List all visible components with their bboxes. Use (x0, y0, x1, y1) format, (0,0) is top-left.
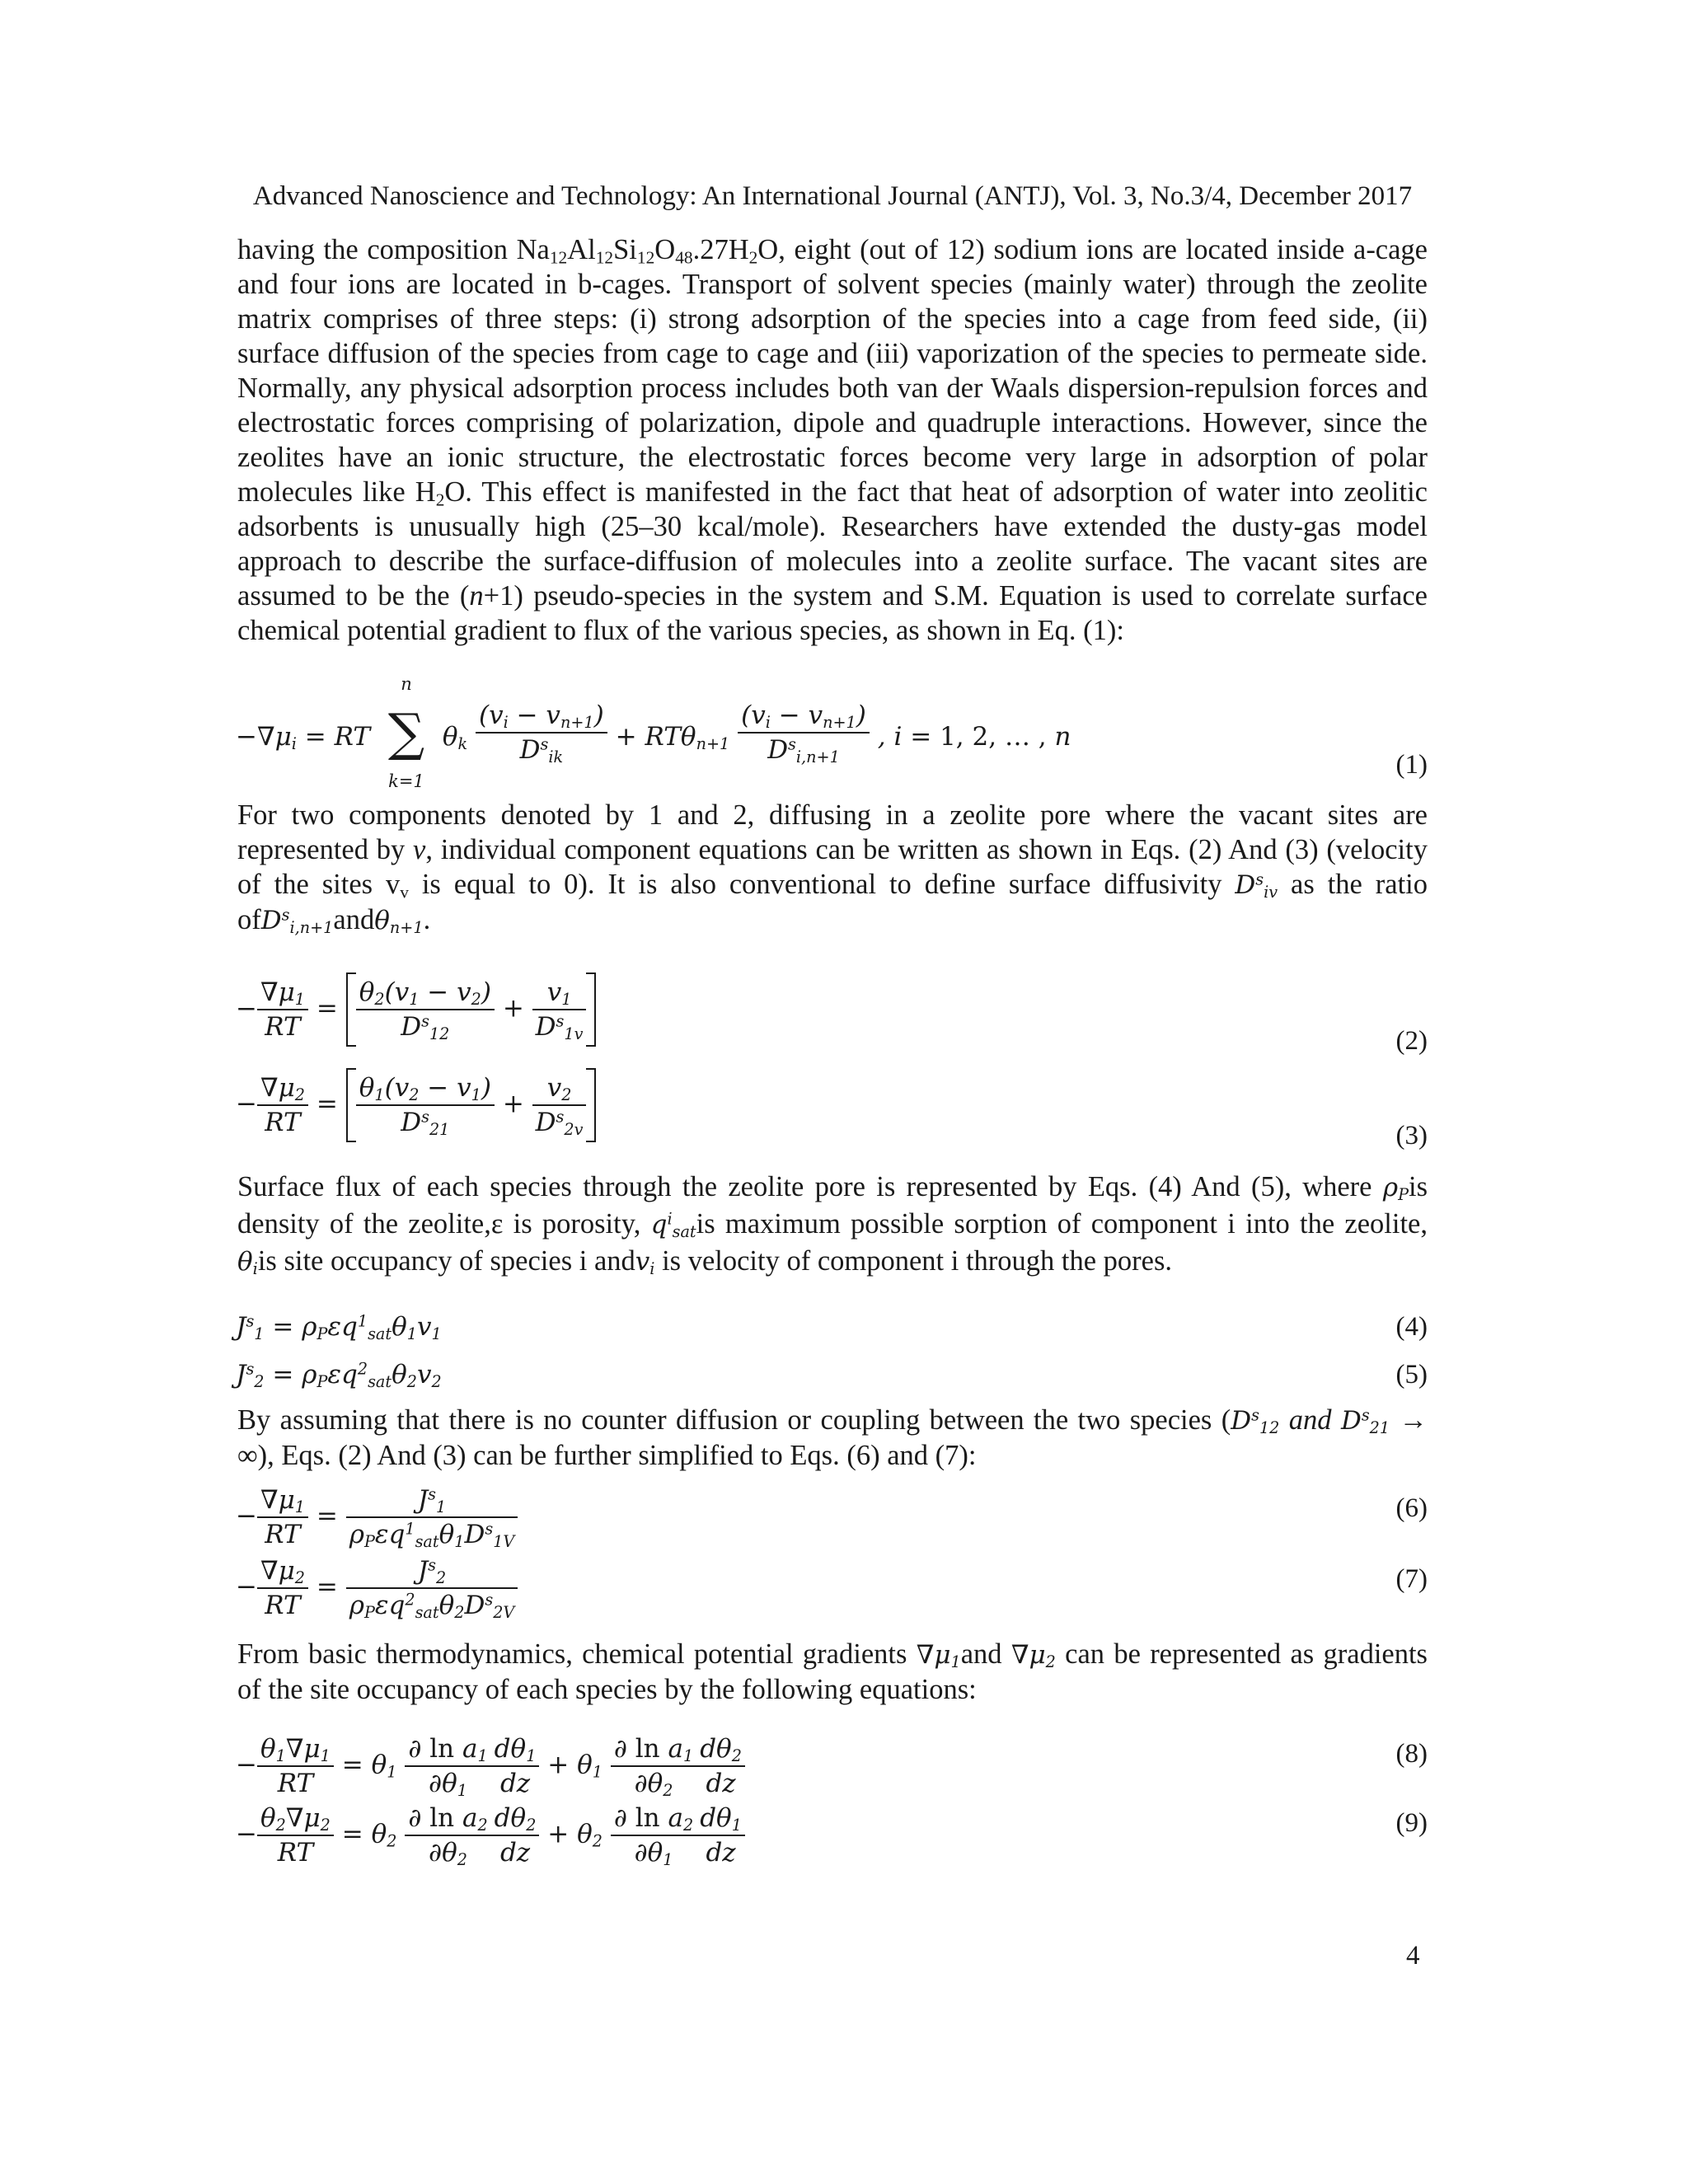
equation-5: $J^s_2 = \rho_P\varepsilon q^2_{sat}\theta_2v_2$ (236, 1359, 442, 1391)
paragraph-surface-flux: Surface flux of each species through the zeolite pore is represented by Eqs. (4) And (5), where $\rho_Pis$ density of the zeolite,ε is porosity, $q^i_{sat}is$ maximum possible sorption of component i into the zeolite, $\theta_iis$ site occupancy of species i andv$_i$ is velocity of component i through the pores. (237, 1171, 1428, 1278)
equation-number-1: (1) (1395, 750, 1428, 780)
equation-number-7: (7) (1395, 1564, 1428, 1594)
page-number: 4 (1406, 1941, 1420, 1971)
equation-number-6: (6) (1395, 1493, 1428, 1523)
equation-9: − $\frac{\theta_2\nabla\mu_2}{RT}$ = $\theta_2$ $\frac{\partial \ln a_2}{\partial\theta_2}$ $\frac{d\theta_2}{dz}$ + $\theta_2$ $\frac{\partial \ln a_2}{\partial\theta_1}$ $\frac{d\theta_1}{dz}$ (236, 1802, 745, 1869)
equation-number-9: (9) (1395, 1808, 1428, 1838)
equation-8: − $\frac{\theta_1\nabla\mu_1}{RT}$ = $\theta_1$ $\frac{\partial \ln a_1}{\partial\theta_1}$ $\frac{d\theta_1}{dz}$ + $\theta_1$ $\frac{\partial \ln a_1}{\partial\theta_2}$ $\frac{d\theta_2}{dz}$ (236, 1732, 745, 1800)
paragraph-intro: having the composition $Na_{12}Al_{12}Si_{12}O_{48}.27H_2O$, eight (out of 12) sodium ions are located inside a-cage and four ions are located in b-cages. Transport of solvent species (mainly water) through the zeolite matrix comprises of three steps: (i) strong adsorption of the species into a cage from feed side, (ii) surface diffusion of the species from cage to cage and (iii) vaporization of the species to permeate side. Normally, any physical adsorption process includes both van der Waals dispersion-repulsion forces and electrostatic forces comprising of polarization, dipole and quadruple interactions. However, since the zeolites have an ionic structure, the electrostatic forces become very large in adsorption of polar molecules like $H_2O$. This effect is manifested in the fact that heat of adsorption of water into zeolitic adsorbents is unusually high (25–30 kcal/mole). Researchers have extended the dusty-gas model approach to describe the surface-diffusion of molecules into a zeolite surface. The vacant sites are assumed to be the (n+1) pseudo-species in the system and S.M. Equation is used to correlate surface chemical potential gradient to flux of the various species, as shown in Eq. (1): (237, 234, 1428, 646)
paragraph-components: For two components denoted by 1 and 2, diffusing in a zeolite pore where the vacant sites are represented by v, individual component equations can be written as shown in Eqs. (2) And (3) (velocity of the sites $v_v$ is equal to 0). It is also conventional to define surface diffusivity $D^s_{iv}$ as the ratio ofD$^s_{i,n+1}$andθ$_{n+1}$. (237, 799, 1428, 937)
equation-1: $-\nabla\mu_i$ = RT n ∑ k=1 $\theta_k$ $\frac{(v_i - v_{n+1})}{D^s_{ik}}$ + RTθ$_{n+1}$ $\frac{(v_i - v_{n+1})}{D^s_{i,n+1}}$ , i = 1, 2, … , n (236, 674, 1071, 791)
equation-2: − $\frac{\nabla\mu_1}{RT}$ = $\frac{\theta_2(v_1 - v_2)}{D^s_{12}}$ + $\frac{v_1}{D^s_{1v}}$ (236, 972, 596, 1047)
running-header: Advanced Nanoscience and Technology: An International Journal (ANTJ), Vol. 3, No.3/4, December 2017 (252, 181, 1413, 211)
paragraph-thermodynamics: From basic thermodynamics, chemical potential gradients $\nabla\mu_1and$ $\nabla\mu_2$ can be represented as gradients of the site occupancy of each species by the following equations: (237, 1638, 1428, 1705)
equation-number-8: (8) (1395, 1739, 1428, 1769)
equation-4: $J^s_1 = \rho_P\varepsilon q^1_{sat}\theta_1v_1$ (236, 1311, 442, 1343)
equation-number-3: (3) (1395, 1121, 1428, 1151)
equation-number-4: (4) (1395, 1312, 1428, 1342)
paragraph-assumption: By assuming that there is no counter diffusion or coupling between the two species ($D^s_{12}$ and $D^s_{21}$ → ∞), Eqs. (2) And (3) can be further simplified to Eqs. (6) and (7): (237, 1404, 1428, 1471)
equation-6: − $\frac{\nabla\mu_1}{RT}$ = $\frac{J^s_1}{\rho_P\varepsilon q^1_{sat}\theta_1D^s_{1V}}$ (236, 1483, 518, 1551)
equation-number-5: (5) (1395, 1360, 1428, 1390)
equation-number-2: (2) (1395, 1026, 1428, 1056)
equation-3: − $\frac{\nabla\mu_2}{RT}$ = $\frac{\theta_1(v_2 - v_1)}{D^s_{21}}$ + $\frac{v_2}{D^s_{2v}}$ (236, 1068, 596, 1142)
equation-7: − $\frac{\nabla\mu_2}{RT}$ = $\frac{J^s_2}{\rho_P\varepsilon q^2_{sat}\theta_2D^s_{2V}}$ (236, 1554, 518, 1622)
